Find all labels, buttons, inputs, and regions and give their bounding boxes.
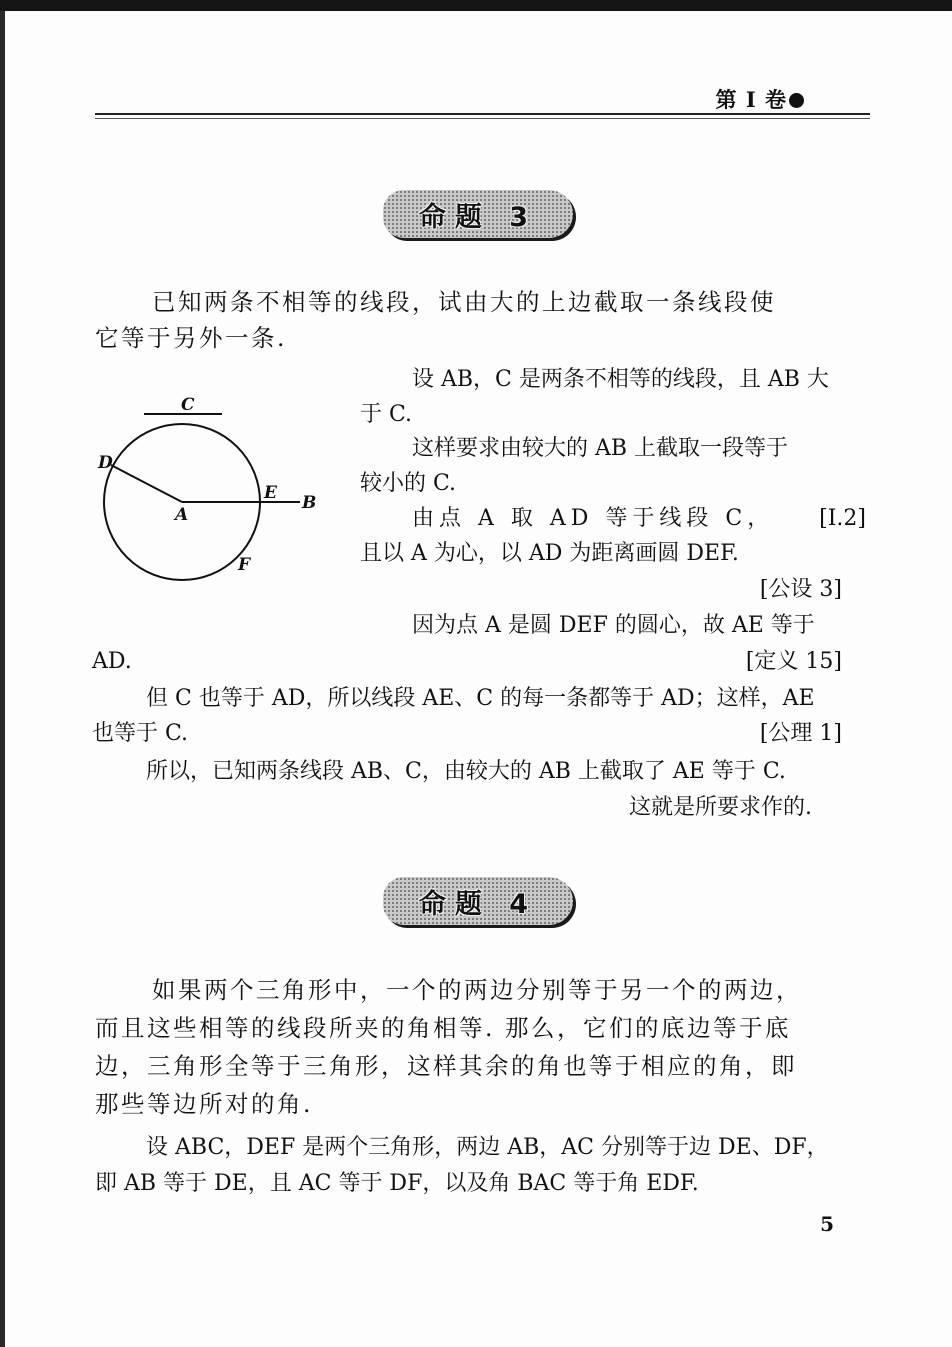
page-top-bar: [0, 0, 952, 11]
proposition-3-title: 命题 3: [418, 201, 538, 233]
proposition-4-banner: [383, 877, 573, 925]
header-rule-thin: [95, 118, 870, 119]
prop3-body-line-8: AD.: [92, 649, 132, 674]
prop3-body-line-4: 较小的 C.: [360, 471, 457, 496]
prop4-statement-line-2: 而且这些相等的线段所夹的角相等. 那么，它们的底边等于底: [95, 1014, 791, 1042]
label-c: C: [181, 395, 195, 415]
prop3-statement-line-2: 它等于另外一条.: [95, 324, 287, 352]
running-header: [716, 84, 804, 114]
prop3-body-line-6: 且以 A 为心，以 AD 为距离画圆 DEF.: [360, 541, 739, 566]
label-d: D: [98, 453, 113, 473]
page-number: 5: [820, 1212, 834, 1236]
prop3-body-line-3: 这样要求由较大的 AB 上截取一段等于: [412, 436, 789, 461]
proposition-4-title: 命题 4: [418, 888, 538, 920]
label-e: E: [264, 483, 277, 503]
label-b: B: [302, 493, 317, 513]
prop3-ref-2: [公设 3]: [759, 577, 842, 602]
label-a: A: [175, 505, 189, 525]
prop4-statement-line-4: 那些等边所对的角.: [95, 1090, 313, 1118]
prop3-ref-3: [定义 15]: [745, 649, 842, 674]
prop3-body-line-11: 所以，已知两条线段 AB、C，由较大的 AB 上截取了 AE 等于 C.: [146, 759, 786, 784]
segment-ad: [111, 465, 182, 502]
prop3-statement-line-1: 已知两条不相等的线段，试由大的上边截取一条线段使: [152, 288, 776, 316]
prop3-body-line-7: 因为点 A 是圆 DEF 的圆心，故 AE 等于: [412, 613, 815, 638]
circle-figure: [90, 388, 330, 588]
prop3-qef: 这就是所要求作的.: [629, 795, 812, 820]
label-f: F: [238, 555, 251, 575]
volume-label: 第 I 卷: [715, 87, 787, 112]
page-left-edge: [0, 0, 5, 1347]
prop4-statement-line-3: 边，三角形全等于三角形，这样其余的角也等于相应的角，即: [95, 1052, 797, 1080]
header-rule: [95, 113, 870, 115]
prop3-ref-1: [I.2]: [819, 506, 866, 531]
prop3-body-line-2: 于 C.: [360, 402, 413, 427]
prop3-body-line-9: 但 C 也等于 AD，所以线段 AE、C 的每一条都等于 AD；这样，AE: [146, 686, 815, 711]
prop4-body-line-2: 即 AB 等于 DE，且 AC 等于 DF，以及角 BAC 等于角 EDF.: [95, 1171, 699, 1196]
prop3-body-line-10: 也等于 C.: [92, 721, 189, 746]
prop4-body-line-1: 设 ABC，DEF 是两个三角形，两边 AB，AC 分别等于边 DE、DF，: [146, 1135, 829, 1160]
prop4-statement-line-1: 如果两个三角形中，一个的两边分别等于另一个的两边，: [152, 976, 802, 1004]
prop3-body-line-5: 由点 A 取 AD 等于线段 C，: [412, 506, 775, 531]
bullet-icon: [789, 93, 804, 108]
prop3-ref-4: [公理 1]: [759, 721, 842, 746]
proposition-3-banner: [383, 190, 573, 238]
prop3-body-line-1: 设 AB，C 是两条不相等的线段，且 AB 大: [412, 367, 829, 392]
